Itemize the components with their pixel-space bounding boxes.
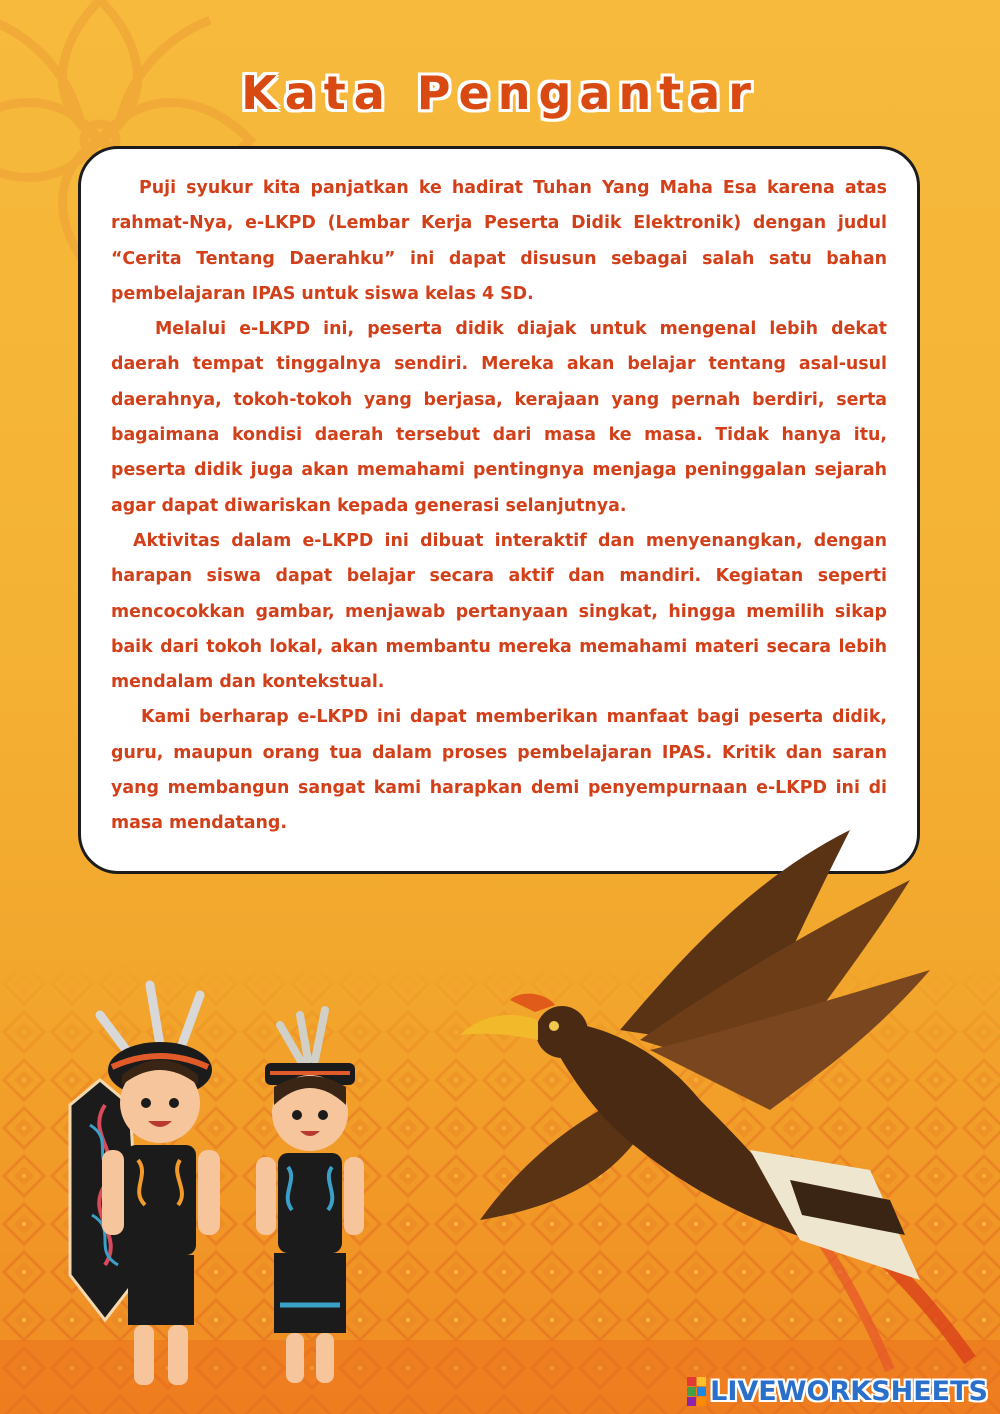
paragraph-2: Melalui e-LKPD ini, peserta didik diajak untuk mengenal lebih dekat daerah tempat tinggalnya sendiri. Mereka akan belajar tentang asal-usul daerahnya, tokoh-tokoh yang berjasa, kerajaan yang pernah berdiri, serta bagaimana kondisi daerah tersebut dari masa ke masa. Tidak hanya itu, peserta didik juga akan memahami pentingnya menjaga peninggalan sejarah agar dapat diwariskan kepada generasi selanjutnya. (111, 319, 887, 516)
paragraph-4: Kami berharap e-LKPD ini dapat memberikan manfaat bagi peserta didik, guru, maupun orang tua dalam proses pembelajaran IPAS. Kritik dan saran yang membangun sangat kami harapkan demi penyempurnaan e-LKPD ini di masa mendatang. (111, 707, 887, 834)
liveworksheets-watermark (687, 1376, 988, 1406)
girl-figure (256, 1010, 364, 1383)
watermark-text: LIVEWORKSHEETS (710, 1375, 988, 1407)
paragraph-1: Puji syukur kita panjatkan ke hadirat Tuhan Yang Maha Esa karena atas rahmat-Nya, e-LKPD (Lembar Kerja Peserta Didik Elektronik) dengan judul “Cerita Tentang Daerahku” ini dapat disusun sebagai salah satu bahan pembelajaran IPAS untuk siswa kelas 4 SD. (111, 178, 887, 304)
intro-text-box (78, 146, 920, 874)
paragraph-3: Aktivitas dalam e-LKPD ini dibuat interaktif dan menyenangkan, dengan harapan siswa dapat belajar secara aktif dan mandiri. Kegiatan seperti mencocokkan gambar, menjawab pertanyaan singkat, hingga memilih sikap baik dari tokoh lokal, akan membantu mereka memahami materi secara lebih mendalam dan kontekstual. (111, 530, 887, 693)
dayak-children-icon (30, 975, 380, 1395)
hornbill-icon (450, 820, 1000, 1380)
liveworksheets-logo-icon (687, 1377, 706, 1406)
page-title: Kata Pengantar (241, 66, 759, 120)
boy-figure (100, 985, 220, 1385)
